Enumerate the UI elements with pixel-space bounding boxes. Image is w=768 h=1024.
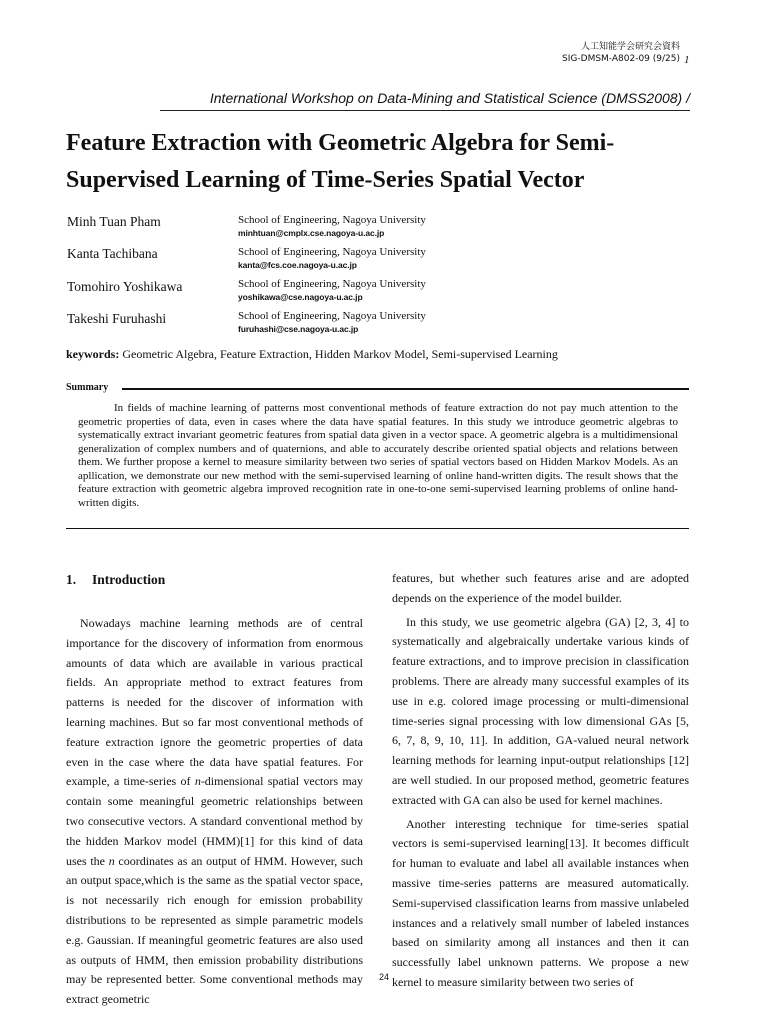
header-page-marker: 1 [684,54,690,66]
paper-title [66,125,716,199]
body-paragraph: Another interesting technique for time-series spatial vectors is semi-supervised learning[13]. It becomes difficult for human to evaluate and label all available instances when massive time-series patterns are measured automatically. Semi-supervised classification learns from massive unlabeled instances and a relatively small number of labeled instances based on similarity among all instances and then it can successfully label unknown patterns. We propose a new kernel to measure similarity between two series of [392,816,689,989]
author-affiliation [238,214,618,240]
workshop-name: International Workshop on Data-Mining and Statistical Science (DMSS2008) / [209,90,690,106]
author-name: Kanta Tachibana [67,246,158,261]
author-affiliation [238,278,618,304]
author-email[interactable]: furuhashi@cse.nagoya-u.ac.jp [238,324,359,334]
affiliation-text: School of Engineering, Nagoya University [238,310,426,322]
affiliation-text: School of Engineering, Nagoya University [238,278,426,290]
author-email[interactable]: kanta@fcs.coe.nagoya-u.ac.jp [238,260,357,270]
text-run: -dimensional spatial vectors may contain some meaningful geometric relationships between two consecutive vectors. A standard conventional method by the hidden Markov model (HMM)[1] for this kind of data uses the [66,774,363,868]
intro-paragraph [66,614,363,1010]
summary-label: Summary [66,382,109,393]
author-name: Takeshi Furuhashi [67,311,167,326]
author-email[interactable]: minhtuan@cmplx.cse.nagoya-u.ac.jp [238,228,385,238]
math-variable: n [194,774,201,789]
continued-paragraph: features, but whether such features arise and are adopted depends on the experience of the model builder. [392,571,689,605]
affiliation-text: School of Engineering, Nagoya University [238,214,426,226]
workshop-underline [160,110,690,111]
keywords-label: keywords: [66,347,120,361]
math-variable: n [108,853,115,868]
text-run: coordinates as an output of HMM. However, such an output space,which is the same as the spatial vector space, is not necessarily rich enough for emission probability distributions to be represented as simple parametric models e.g. Gaussian. If meaningful geometric features are also used as outputs of HMM, then emission probability distributions may be represented better. Some conventional methods may extract geometric [66,853,363,1007]
summary-text: In fields of machine learning of patterns most conventional methods of feature extraction do not pay much attention to the geometric properties of data, even in cases where the data have spatial features. In this study we introduce geometric algebras to systematically extract invariant geometric features from spatial data given in a vector space. A geometric algebra is a multidimensional generalization of complex numbers and of quaternions, and able to accurately describe oriented spatial objects and relations between them. We further propose a kernel to measure similarity between two series of spatial vectors based on Hidden Markov Models. As an apllication, we demonstrate our new method with the semi-supervised learning of online hand-written digits. The result shows that the feature extraction with geometric algebra improved recognition rate in one-to-one semi-supervised learning problems of online hand-written digits. [78,402,678,509]
author-name: Tomohiro Yoshikawa [67,279,183,294]
page-number: 24 [378,972,389,982]
summary-bottom-rule [66,528,689,529]
author-name: Minh Tuan Pham [67,214,161,229]
header-series-id: SIG-DMSM-A802-09 (9/25) [562,54,680,64]
right-column [392,569,689,993]
header-jp-title: 人工知能学会研究会資料 [580,42,680,52]
summary-top-rule [122,388,689,390]
author-affiliation [238,310,618,336]
title-line-1: Feature Extraction with Geometric Algebra for Semi- [66,130,615,156]
keywords [66,347,706,362]
header-meta [420,41,680,65]
section-heading [66,572,165,588]
section-title: Introduction [92,572,166,587]
body-paragraph: In this study, we use geometric algebra (GA) [2, 3, 4] to systematically and algebraically undertake various kinds of feature extractions, and to improve precision in classification problems. There are already many successful examples of its use in e.g. colored image processing or multi-dimensional time-series signal processing with low dimensional GAs [5, 6, 7, 8, 9, 10, 11]. In addition, GA-valued neural network learning methods for learning input-output relationships [12] are well studied. In our proposed method, geometric features extracted with GA can also be used for kernel machines. [392,614,689,807]
section-number: 1. [66,572,77,587]
affiliation-text: School of Engineering, Nagoya University [238,246,426,258]
text-run: Nowadays machine learning methods are of central importance for the discovery of information from enormous amounts of data which are available in various practical fields. An appropriate method to extract features from patterns is needed for the discover of information with learning machines. But so far most conventional methods of feature extraction ignore the geometric properties of data even in the case where the data have spatial features. For example, a time-series of [66,616,363,789]
author-affiliation [238,246,618,272]
keywords-text: Geometric Algebra, Feature Extraction, Hidden Markov Model, Semi-supervised Learning [119,347,558,361]
title-line-2: Supervised Learning of Time-Series Spatial Vector [66,167,585,193]
left-column [66,614,363,1010]
author-email[interactable]: yoshikawa@cse.nagoya-u.ac.jp [238,292,363,302]
